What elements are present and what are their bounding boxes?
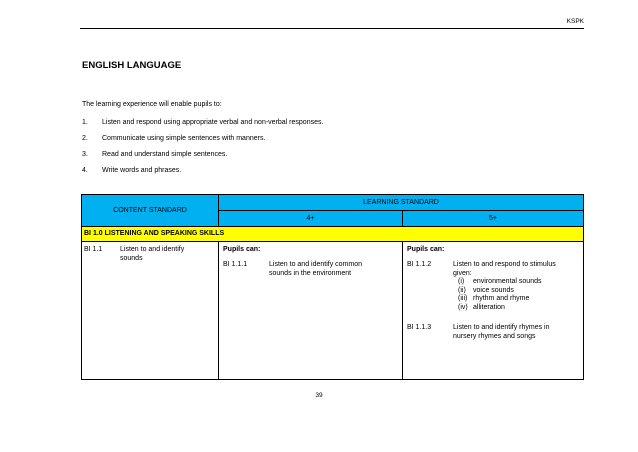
header-kspk-label: KSPK: [566, 18, 584, 25]
standard-line-1: Listen to and identify common: [269, 261, 362, 268]
list-item-text: Read and understand simple sentences.: [102, 151, 228, 158]
table-header: [82, 195, 583, 226]
sub-item-text: environmental sounds: [473, 278, 542, 285]
standard-code: BI 1.1.3: [407, 324, 432, 331]
sub-item-number: (i): [458, 278, 465, 285]
standard-line-2: given:: [453, 269, 472, 277]
page-number: 39: [315, 392, 323, 399]
pupils-can-heading: Pupils can:: [407, 246, 445, 253]
table-row: [82, 242, 583, 379]
header-divider: [80, 28, 584, 29]
age-5-header: 5+: [489, 215, 497, 222]
age-4-header: 4+: [219, 211, 403, 226]
sub-item-number: (iii): [458, 295, 468, 302]
standard-line-2: nursery rhymes and songs: [453, 332, 536, 340]
list-item-text: Write words and phrases.: [102, 167, 182, 174]
age-5-cell: [403, 242, 583, 379]
learning-standard-header: LEARNING STANDARD: [219, 195, 583, 211]
list-item-number: 3.: [82, 151, 88, 158]
list-item-number: 4.: [82, 167, 88, 174]
list-item-number: 2.: [82, 135, 88, 142]
section-band: BI 1.0 LISTENING AND SPEAKING SKILLS: [82, 226, 583, 242]
pupils-can-heading: Pupils can:: [223, 246, 261, 253]
sub-item-text: voice sounds: [473, 286, 514, 294]
list-item-number: 1.: [82, 119, 88, 126]
sub-item-number: (ii): [458, 286, 466, 294]
content-standard-header: CONTENT STANDARD: [82, 195, 219, 226]
standard-code: BI 1.1.2: [407, 261, 432, 268]
content-standard-cell: [82, 242, 219, 379]
sub-item-text: rhythm and rhyme: [473, 295, 530, 302]
standard-line-1: Listen to and respond to stimulus: [453, 261, 556, 268]
standards-table: [81, 194, 584, 380]
standard-line-1: Listen to and identify rhymes in: [453, 324, 550, 331]
content-code: BI 1.1: [84, 246, 103, 253]
content-line-1: Listen to and identify: [120, 246, 185, 253]
age-4-cell: [219, 242, 403, 379]
intro-text: The learning experience will enable pupils to:: [82, 101, 222, 108]
list-item-text: Communicate using simple sentences with manners.: [102, 135, 266, 142]
standard-code: BI 1.1.1: [223, 261, 248, 268]
sub-item-text: alliteration: [473, 303, 505, 311]
standard-line-2: sounds in the environment: [269, 269, 352, 277]
page-title: ENGLISH LANGUAGE: [82, 60, 182, 71]
list-item-text: Listen and respond using appropriate verbal and non-verbal responses.: [102, 119, 324, 126]
sub-item-number: (iv): [458, 303, 468, 311]
content-line-2: sounds: [120, 254, 143, 262]
